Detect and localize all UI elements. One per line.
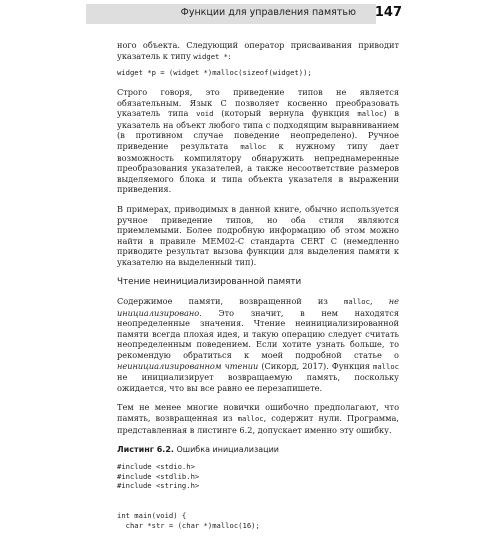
paragraph-3: В примерах, приводимых в данной книге, обычно используется ручное приведение типов, но оба стиля являются приемлемыми. Более подробную информацию об этом можно найти в правиле MEM02-C стандарта CERT C (немедленно приводите результат вызова функции для выделения памяти к указателю на выделенный тип). bbox=[117, 203, 399, 267]
inline-code: malloc bbox=[357, 109, 384, 119]
text: не инициализирует возвращаемую память, поскольку ожидается, что вы все равно ее перезапишете. bbox=[117, 372, 399, 393]
text: ного объекта. Следующий оператор присваивания приводит указатель к типу bbox=[117, 40, 399, 61]
text: , содержит нули. Программа, представленная в листинге 6.2, допускает именно эту ошибку. bbox=[117, 413, 399, 435]
listing-title: Ошибка инициализации bbox=[173, 445, 279, 455]
inline-code: malloc bbox=[373, 361, 399, 371]
code-snippet: widget *p = (widget *)malloc(sizeof(widget)); bbox=[117, 68, 312, 78]
inline-code: malloc bbox=[240, 141, 267, 151]
paragraph-2 bbox=[117, 87, 399, 195]
running-title: Функции для управления памятью bbox=[180, 7, 356, 18]
text: : bbox=[228, 50, 231, 61]
text: Содержимое памяти, возвращенной из bbox=[117, 296, 344, 307]
text: . Это значит, в нем находятся неопределенные значения. Чтение неинициализированной памяти всегда плохая идея, и такую операцию следует считать неопределенным поведением. Если хотите узнать больше, то рекомендую обратиться к моей подробной статье о bbox=[117, 307, 399, 361]
page-body bbox=[117, 40, 399, 539]
text: ) в указатель на объект любого типа с подходящим выравниванием (в противном случае поведение неопределено). Ручное приведение результата bbox=[117, 108, 399, 151]
inline-code: malloc bbox=[237, 414, 264, 424]
emphasis: не инициализировано bbox=[117, 296, 399, 318]
inline-code: widget * bbox=[193, 51, 229, 61]
inline-code: malloc bbox=[344, 297, 370, 307]
text: к нужному типу дает возможность компилятору обнаружить непреднамеренные преобразования указателей, а также несоответствие размеров выделяемого блока и типа объекта указателя в выражении приведения. bbox=[117, 140, 400, 195]
emphasis: неинициализированном чтении bbox=[117, 360, 259, 371]
text: Тем не менее многие новички ошибочно предполагают, что память, возвращенная из bbox=[117, 402, 399, 424]
paragraph-1 bbox=[117, 40, 399, 62]
text: (Сикорд, 2017). Функция bbox=[258, 360, 374, 371]
paragraph-4 bbox=[117, 296, 399, 393]
text: (который вернула функция bbox=[213, 108, 358, 119]
listing-code: #include <stdio.h> #include <stdlib.h> #include <string.h> int main(void) { char *str = (char *)malloc(16); bbox=[117, 461, 260, 530]
listing-caption bbox=[117, 445, 399, 456]
section-heading: Чтение неинициализированной памяти bbox=[117, 277, 302, 288]
page-header bbox=[86, 4, 406, 26]
paragraph-5 bbox=[117, 402, 399, 435]
inline-code: void bbox=[196, 109, 214, 119]
text: , bbox=[369, 296, 389, 307]
text: Строго говоря, это приведение типов не является обязательным. Язык C позволяет косвенно преобразовать указатель типа bbox=[117, 86, 399, 119]
listing-label: Листинг 6.2. bbox=[117, 445, 174, 455]
page-number: 147 bbox=[374, 5, 402, 20]
